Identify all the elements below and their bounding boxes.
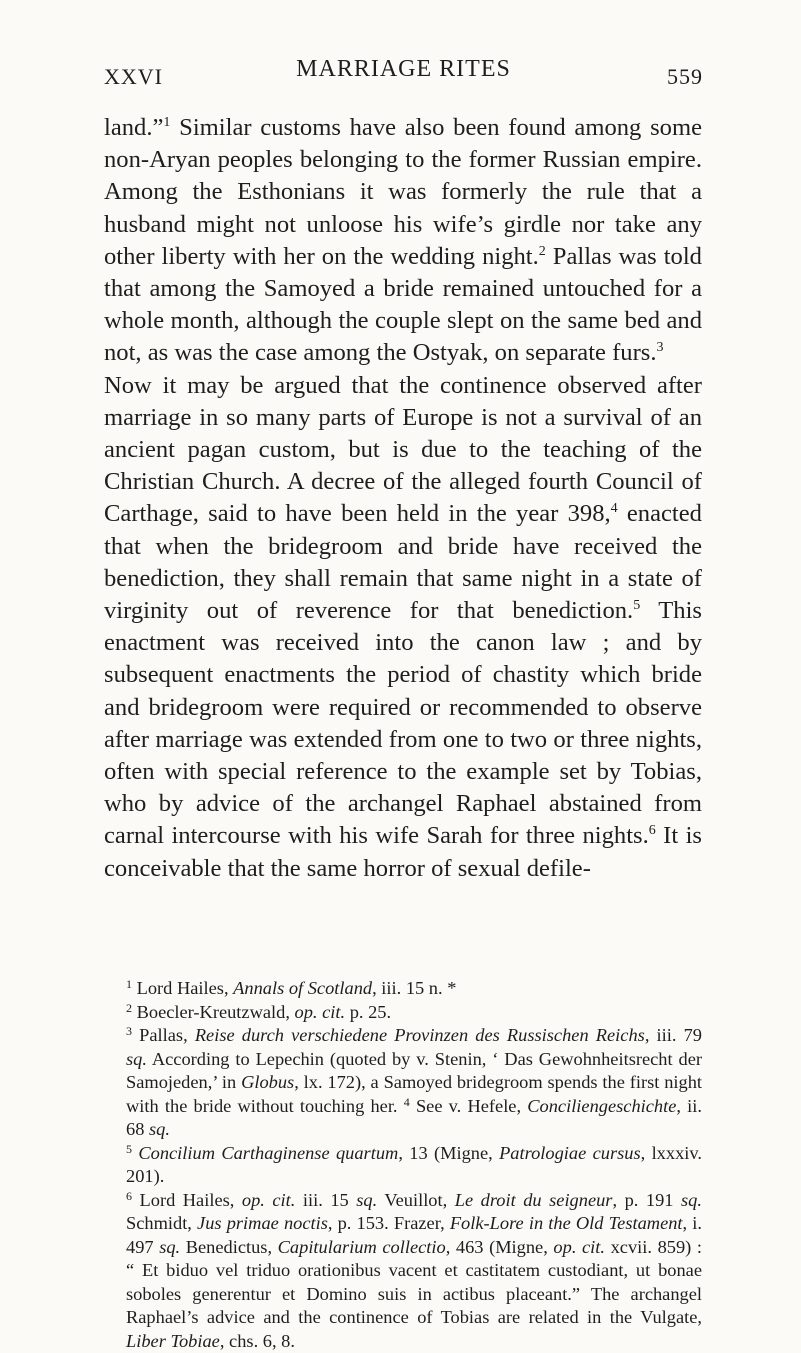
paragraph-1 (104, 112, 702, 370)
text-run: This enactment was received into the canon law ; and by subsequent enactments the period of chastity which bride and bridegroom were required or recommended to observe after marriage was extended from one to two or three nights, often with special reference to the example set by Tobias, who by advice of the archangel Raphael abstained from carnal intercourse with his wife Sarah for three nights. (104, 597, 702, 849)
footnote-number-4: 4 (404, 1095, 410, 1109)
text-run: enacted that when the bridegroom and bride have received the benediction, they shall remain that same night in a state of virginity out of reverence for that benediction. (104, 500, 702, 624)
italic-run: Folk-Lore in the Old Testament (450, 1213, 683, 1233)
footnote-6 (104, 1189, 702, 1353)
italic-run: sq. (159, 1237, 180, 1257)
text-run: , lx. 172), a Samoyed bridegroom spends the first night with the bride without touching her. (126, 1072, 702, 1116)
italic-run: sq. (681, 1190, 702, 1210)
text-run: Now it may be argued that the continence observed after marriage in so many parts of Europe is not a survival of an ancient pagan custom, but is due to the teaching of the Christian Church. A decree of the alleged fourth Council of Carthage, said to have been held in the year 398, (104, 372, 702, 528)
text-run: Lord Hailes, (137, 978, 234, 998)
text-run: , iii. 15 n. * (372, 978, 456, 998)
page-number: 559 (667, 64, 703, 90)
footnote-marker-5: 5 (633, 598, 640, 613)
text-run: Pallas, (139, 1025, 195, 1045)
text-run: xcvii. 859) : “ Et biduo vel triduo orationibus vacent et castitatem custodiant, ut bonae soboles generentur et Domino suis in actibus placeant.” The archangel Raphael’s advice and the continence of Tobias are related in the Vulgate, (126, 1237, 702, 1328)
text-run: Benedictus, (180, 1237, 278, 1257)
footnote-marker-6: 6 (649, 823, 656, 838)
main-text (104, 112, 702, 885)
text-run: , chs. 6, 8. (220, 1331, 295, 1351)
text-run: , p. 191 (612, 1190, 681, 1210)
footnote-number: 1 (126, 977, 132, 991)
footnote-5 (104, 1142, 702, 1189)
text-run: iii. 15 (295, 1190, 356, 1210)
footnote-marker-2: 2 (539, 244, 546, 259)
text-run: Lord Hailes, (140, 1190, 242, 1210)
footnotes (104, 977, 702, 1353)
footnote-number: 5 (126, 1142, 132, 1156)
italic-run: op. cit. (553, 1237, 605, 1257)
italic-run: Jus primae noctis (197, 1213, 328, 1233)
footnote-marker-1: 1 (163, 115, 170, 130)
footnote-3 (104, 1024, 702, 1142)
italic-run: Annals of Scotland (233, 978, 372, 998)
chapter-number: XXVI (104, 64, 163, 90)
paragraph-2 (104, 370, 702, 885)
text-run: , ii. 68 (126, 1096, 702, 1140)
italic-run: Globus (241, 1072, 294, 1092)
italic-run: sq. (356, 1190, 377, 1210)
footnote-marker-4: 4 (611, 501, 618, 516)
text-run: Boecler-Kreutzwald, (137, 1002, 295, 1022)
italic-run: Reise durch verschiedene Provinzen des Russischen Reichs (195, 1025, 645, 1045)
footnote-2 (104, 1001, 702, 1025)
running-header (104, 56, 703, 96)
text-run: It is conceivable that the same horror of sexual defile- (104, 822, 702, 881)
text-run: , p. 153. Frazer, (328, 1213, 450, 1233)
text-run: , 13 (Migne, (398, 1143, 499, 1163)
text-run: Similar customs have also been found among some non-Aryan peoples belonging to the former Russian empire. Among the Esthonians it was formerly the rule that a husband might not unloose his wife’s girdle nor take any other liberty with her on the wedding night. (104, 114, 702, 270)
footnote-marker-3: 3 (657, 340, 664, 355)
text-run: , 463 (Migne, (446, 1237, 554, 1257)
footnote-number: 2 (126, 1001, 132, 1015)
text-run: land.” (104, 114, 163, 141)
italic-run: sq. (126, 1049, 147, 1069)
text-run: p. 25. (345, 1002, 391, 1022)
italic-run: Liber Tobiae (126, 1331, 220, 1351)
text-run: Pallas was told that among the Samoyed a bride remained untouched for a whole month, although the couple slept on the same bed and not, as was the case among the Ostyak, on separate furs. (104, 243, 702, 367)
text-run: According to Lepechin (quoted by v. Stenin, ‘ Das Gewohnheitsrecht der Samojeden,’ in (126, 1049, 702, 1093)
footnote-number: 3 (126, 1024, 132, 1038)
text-run: Schmidt, (126, 1213, 197, 1233)
footnote-1 (104, 977, 702, 1001)
italic-run: op. cit. (295, 1002, 346, 1022)
text-run: , lxxxiv. 201). (126, 1143, 702, 1187)
italic-run: sq. (149, 1119, 170, 1139)
text-run: Veuillot, (377, 1190, 455, 1210)
footnote-number: 6 (126, 1189, 132, 1203)
italic-run: Conciliengeschichte (527, 1096, 676, 1116)
text-run: See v. Hefele, (416, 1096, 527, 1116)
text-run: , i. 497 (126, 1213, 702, 1257)
italic-run: op. cit. (242, 1190, 295, 1210)
italic-run: Le droit du seigneur (455, 1190, 613, 1210)
text-run: , iii. 79 (645, 1025, 702, 1045)
italic-run: Capitularium collectio (278, 1237, 446, 1257)
italic-run: Patrologiae cursus (499, 1143, 641, 1163)
running-title: MARRIAGE RITES (104, 56, 703, 83)
italic-run: Concilium Carthaginense quartum (138, 1143, 398, 1163)
